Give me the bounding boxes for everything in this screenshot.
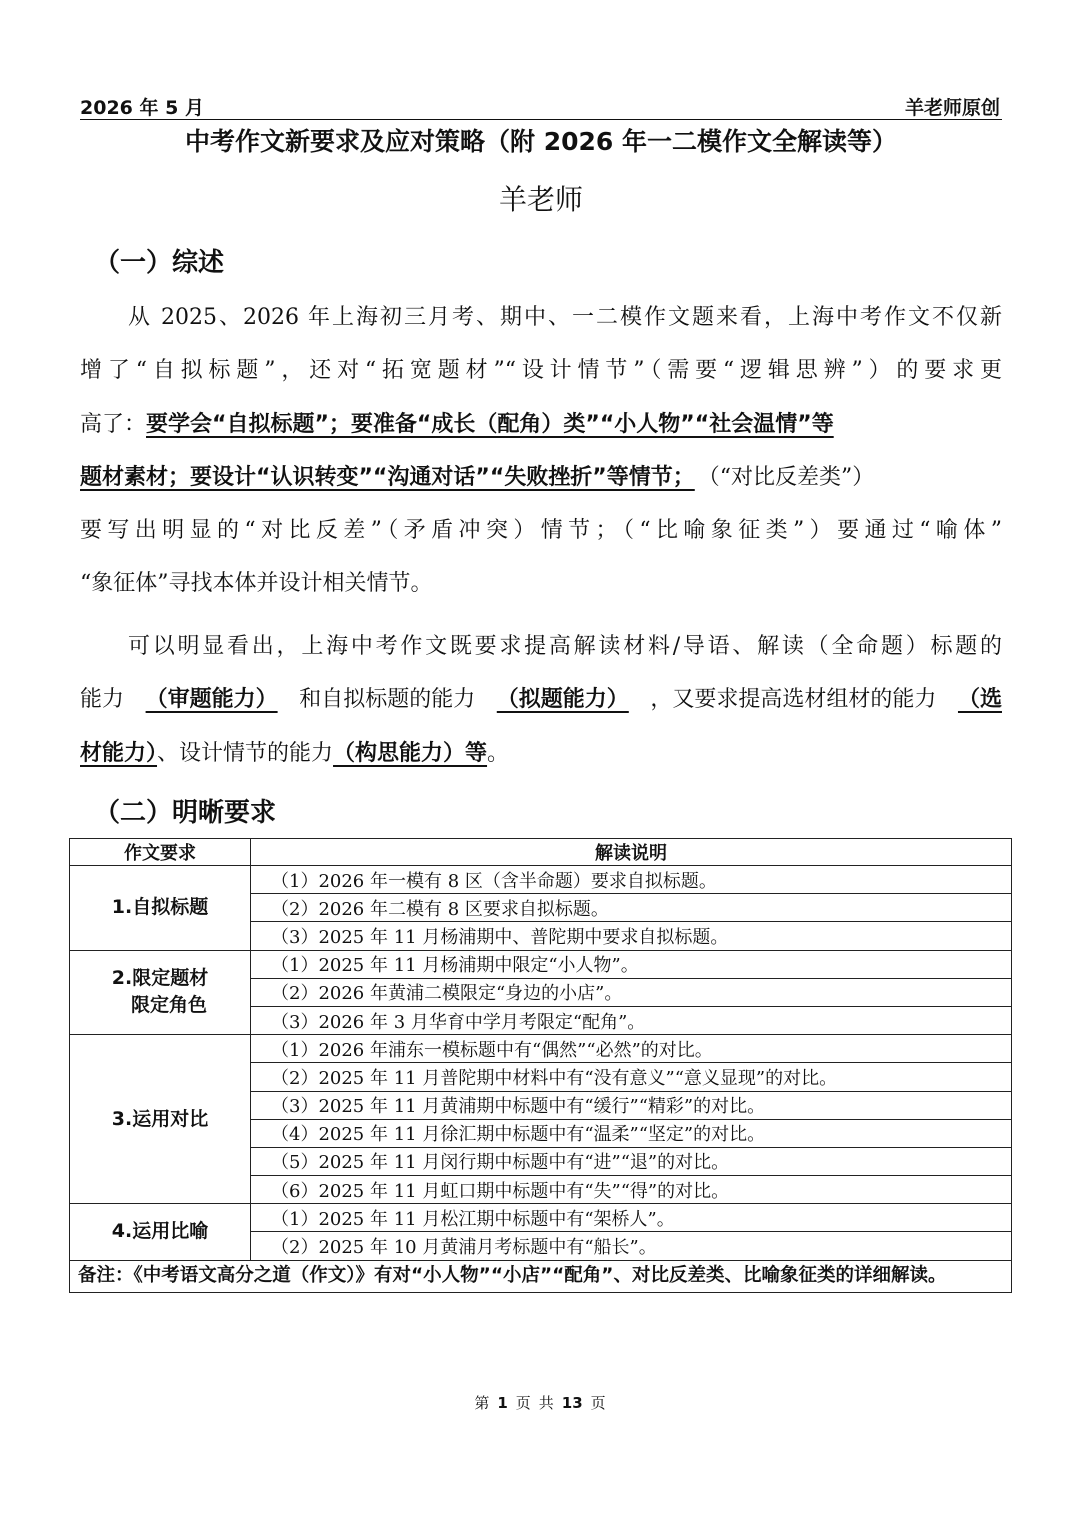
explanation-cell: （3）2025 年 11 月黄浦期中标题中有“缓行”“精彩”的对比。 — [251, 1091, 1012, 1119]
section-heading-requirements: （二）明晰要求 — [94, 798, 277, 828]
table-header-row — [70, 839, 1012, 866]
explanation-cell: （1）2026 年一模有 8 区（含半命题）要求自拟标题。 — [251, 866, 1012, 894]
requirement-cell: 3.运用对比 — [70, 1035, 251, 1204]
table-header-explanation: 解读说明 — [251, 839, 1012, 866]
paragraph-line — [80, 398, 1002, 451]
table-note-row — [70, 1260, 1012, 1292]
explanation-cell: （3）2025 年 11 月杨浦期中、普陀期中要求自拟标题。 — [251, 922, 1012, 950]
table-header-requirement: 作文要求 — [70, 839, 251, 866]
footer-total-unit: 页 — [590, 1394, 606, 1412]
paragraph-text: 高了： — [80, 411, 147, 437]
explanation-cell: （1）2025 年 11 月松江期中标题中有“架桥人”。 — [251, 1204, 1012, 1232]
explanation-cell: （6）2025 年 11 月虹口期中标题中有“失”“得”的对比。 — [251, 1176, 1012, 1204]
paragraph-text: ，又要求提高选材组材的能力 — [650, 687, 937, 713]
requirements-table — [69, 838, 1012, 1293]
paragraph-overview — [80, 291, 1002, 611]
header-date: 2026 年 5 月 — [80, 97, 204, 119]
emphasis-text: （拟题能力） — [496, 687, 629, 713]
section-heading-overview: （一）综述 — [94, 248, 225, 278]
footer-page-number: 1 — [497, 1394, 508, 1412]
requirement-cell: 1.自拟标题 — [70, 866, 251, 951]
paragraph-line: 要写出明显的“对比反差”（矛盾冲突）情节；（“比喻象征类”）要通过“喻体” — [80, 518, 1002, 544]
emphasis-text: 材能力） — [80, 740, 158, 766]
explanation-cell: （1）2025 年 11 月杨浦期中限定“小人物”。 — [251, 950, 1012, 978]
paragraph-line: 增了“自拟标题”，还对“拓宽题材”“设计情节”（需要“逻辑思辨”）的要求更 — [80, 358, 1002, 384]
emphasis-text: （选 — [957, 687, 1002, 713]
paragraph-line: 从 2025、2026 年上海初三月考、期中、一二模作文题来看，上海中考作文不仅新 — [128, 305, 1002, 330]
paragraph-line — [80, 727, 1002, 780]
explanation-cell: （4）2025 年 11 月徐汇期中标题中有“温柔”“坚定”的对比。 — [251, 1119, 1012, 1147]
paragraph-text: 和自拟标题的能力 — [299, 687, 476, 713]
emphasis-text: 题材素材；要设计“认识转变”“沟通对话”“失败挫折”等情节； — [80, 464, 695, 490]
explanation-cell: （2）2025 年 10 月黄浦月考标题中有“船长”。 — [251, 1232, 1012, 1260]
table-row — [70, 950, 1012, 978]
paragraph-text: 。 — [487, 740, 510, 766]
paragraph-abilities — [80, 620, 1002, 780]
table-row — [70, 866, 1012, 894]
paragraph-text: 、设计情节的能力 — [157, 740, 334, 766]
paragraph-text: 能力 — [80, 687, 125, 713]
paragraph-text: （“对比反差类”） — [708, 464, 875, 490]
explanation-cell: （2）2026 年二模有 8 区要求自拟标题。 — [251, 894, 1012, 922]
paragraph-line — [80, 451, 1002, 504]
emphasis-text: （审题能力） — [145, 687, 278, 713]
header-divider — [80, 119, 1002, 120]
emphasis-text: （构思能力）等 — [333, 740, 488, 766]
explanation-cell: （1）2026 年浦东一模标题中有“偶然”“必然”的对比。 — [251, 1035, 1012, 1063]
explanation-cell: （2）2025 年 11 月普陀期中材料中有“没有意义”“意义显现”的对比。 — [251, 1063, 1012, 1091]
emphasis-text: 要学会“自拟标题”；要准备“成长（配角）类”“小人物”“社会温情”等 — [146, 411, 834, 437]
requirement-cell — [70, 950, 251, 1035]
header-source: 羊老师原创 — [904, 97, 1000, 119]
table-row — [70, 1204, 1012, 1232]
paragraph-line: 可以明显看出，上海中考作文既要求提高解读材料/导语、解读（全命题）标题的 — [128, 634, 1002, 659]
requirement-line: 限定角色 — [130, 994, 207, 1017]
requirement-line: 2.限定题材 — [111, 967, 209, 990]
document-title: 中考作文新要求及应对策略（附 2026 年一二模作文全解读等） — [185, 127, 897, 156]
document-author: 羊老师 — [498, 183, 583, 216]
paragraph-line — [80, 673, 1002, 726]
table-row — [70, 1035, 1012, 1063]
table-note: 备注：《中考语文高分之道（作文）》有对“小人物”“小店”“配角”、对比反差类、比喻象征类的详细解读。 — [70, 1260, 1012, 1292]
footer-page-word: 第 — [474, 1394, 490, 1412]
paragraph-line: “象征体”寻找本体并设计相关情节。 — [80, 571, 433, 597]
footer-total-word: 共 — [538, 1394, 554, 1412]
footer-page-unit: 页 — [515, 1394, 531, 1412]
explanation-cell: （2）2026 年黄浦二模限定“身边的小店”。 — [251, 978, 1012, 1006]
footer-total-pages: 13 — [561, 1394, 583, 1412]
page-footer — [0, 1392, 1080, 1413]
requirement-cell: 4.运用比喻 — [70, 1204, 251, 1260]
explanation-cell: （3）2026 年 3 月华育中学月考限定“配角”。 — [251, 1006, 1012, 1034]
explanation-cell: （5）2025 年 11 月闵行期中标题中有“进”“退”的对比。 — [251, 1147, 1012, 1175]
